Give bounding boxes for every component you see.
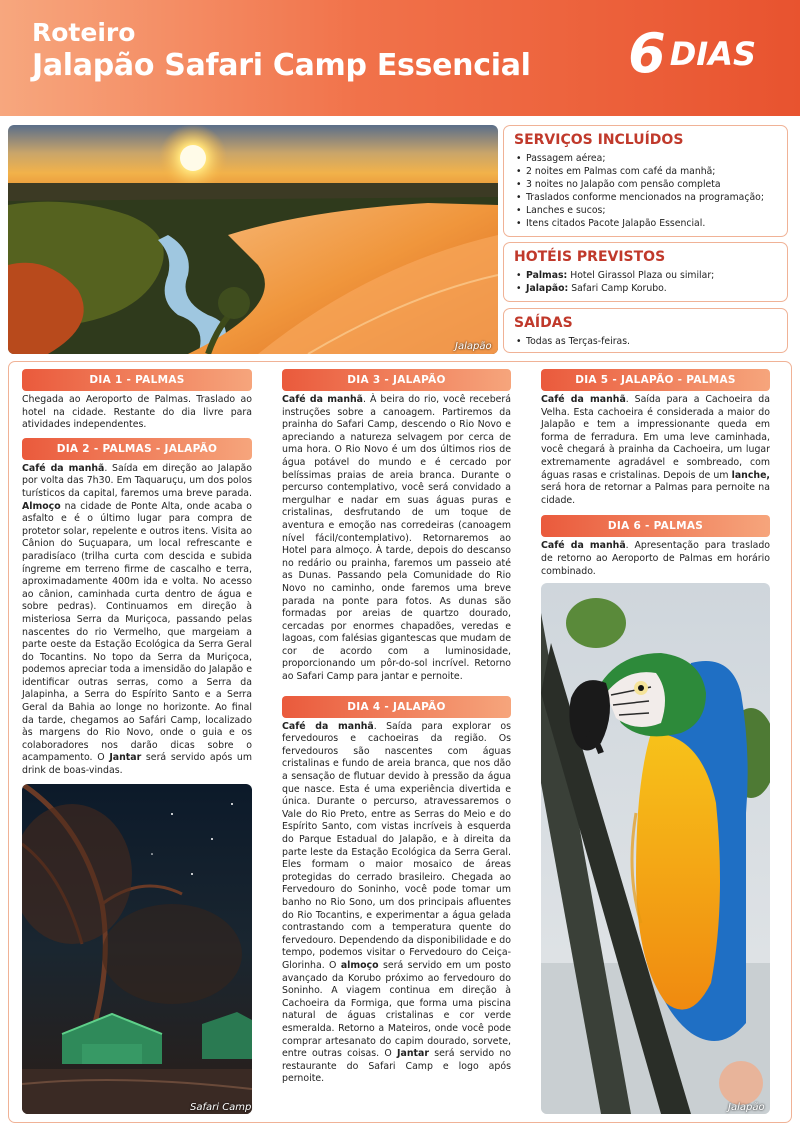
meal-label: Jantar — [109, 752, 142, 764]
day-4-text — [282, 721, 511, 1086]
day-5-text — [541, 394, 770, 507]
hotel-name: Hotel Girassol Plaza ou similar; — [570, 270, 715, 281]
hotel-item — [514, 282, 777, 295]
service-item: • Traslados conforme mencionados na programação; — [514, 191, 777, 204]
header-banner — [0, 0, 800, 116]
day-text-part: será servido após um drink de boas-vindas. — [22, 752, 252, 777]
parrot-photo-caption: Jalapão — [728, 1102, 765, 1113]
meal-label: Café da manhã — [541, 394, 626, 405]
day-text-part: será servido em um posto avançado da Korubo próximo ao fervedouro do Soninho. A viagem continua em direção à Cachoeira da Formiga, que forma uma piscina natural de águas cristalinas e cor verde esmeralda. Retorno a Mateiros, onde você pode comprar artesanato do capim dourado, sorvete, entre outras coisas. O — [282, 959, 511, 1060]
day-text-part: . Saída para a Cachoeira da Velha. Esta cachoeira é considerada a maior do Jalapão e tem a impressionante queda em forma de ferradura. Em uma leve caminhada, você chegará à prainha da Cachoeira, um lugar extremamente agradável e sombreado, com águas rasas e cristalinas. Depois de um — [541, 394, 770, 481]
departures-panel — [503, 308, 788, 353]
meal-label: almoço — [340, 959, 379, 971]
header-subtitle: Roteiro — [32, 18, 136, 47]
day-4-heading: DIA 4 - JALAPÃO — [282, 696, 511, 718]
day-1-heading: DIA 1 - PALMAS — [22, 369, 252, 391]
itinerary-column-2 — [282, 369, 511, 1086]
service-item: • 3 noites no Jalapão com pensão completa — [514, 178, 777, 191]
services-panel — [503, 125, 788, 237]
departure-item: • Todas as Terças-feiras. — [514, 335, 777, 348]
hotels-list — [514, 269, 777, 295]
day-text-part: será hora de retornar a Palmas para pernoite na cidade. — [541, 482, 770, 506]
day-text-part: . Apresentação para traslado de retorno ao Aeroporto de Palmas em horário combinado. — [541, 540, 771, 577]
hotel-city: Jalapão: — [526, 283, 569, 294]
hotels-panel — [503, 242, 788, 302]
meal-label: Café da manhã — [541, 540, 626, 552]
day-2-heading: DIA 2 - PALMAS - JALAPÃO — [22, 438, 252, 460]
duration-label: DIAS — [669, 34, 756, 73]
meal-label: Café da manhã — [282, 394, 364, 405]
day-text-part: na cidade de Ponte Alta, onde acaba o asfalto e é o último lugar para compra de protetor solar, repelente e outros itens. Visita ao Cânion do Suçuapara, um local refrescante e paradisíaco (trilha curta com descida e subida íngreme em terreno firme de cascalho e terra, aproximadamente 400m ida e volta. No acesso ao cânion, caminhada curta dentro de água e sobre pedras). Continuamos em direção à misteriosa Serra da Muriçoca, passando pelas nascentes do rio Vermelho, que margeiam a parte oeste da Estação Ecológica da Serra Geral do Tocantins. No topo da Serra da Muriçoca, podemos apreciar toda a imensidão do Jalapão e identificar outras serras, como a Serra da Jalapinha, a Serra do Espírito Santo e a Serra Geral da Bahia ao longe no horizonte. Ao final da tarde, chegamos ao Safári Camp, localizado às margens do Rio Novo, onde o guia e os colaboradores nos darão dicas sobre o acampamento. O — [22, 500, 252, 764]
macaw-photo — [541, 583, 770, 1114]
day-6-heading: DIA 6 - PALMAS — [541, 515, 770, 537]
services-heading: SERVIÇOS INCLUÍDOS — [514, 132, 684, 148]
day-text-part: . Saída para explorar os fervedouros e cachoeiras da região. Os fervedouros são nascentes com águas cristalinas e fundo de areia branca, que nos dão a sensação de flutuar devido à pressão da água que nasce. Esta é uma experiência divertida e única. Durante o percurso, atravessaremos o Vale do Rio Preto, entre as Serras do Meio e do Espírito Santo, com vistas incríveis à esquerda do Parque Estadual do Jalapão, e à direita da parte leste da Estação Ecológica da Serra Geral. Eles formam o maior mosaico de áreas protegidas do cerrado brasileiro. Chegada ao Fervedouro do Soninho, você pode tomar um banho no Rio Sono, um dos principais afluentes do Rio Tocantins, e experimentar a água gelada contrastando com a temperatura quente do fervedouro. Dependendo da disponibilidade e do tempo, podemos visitar o Fervedouro do Ceiça-Glorinha. O — [282, 720, 511, 971]
meal-label: Café da manhã — [22, 462, 105, 474]
departures-list — [514, 335, 777, 348]
duration-badge — [628, 22, 756, 85]
safari-camp-night-photo — [22, 784, 252, 1114]
itinerary-column-1 — [22, 369, 252, 778]
day-text-part: será servido no restaurante do Safari Camp e logo após pernoite. — [282, 1048, 511, 1085]
itinerary-column-3 — [541, 369, 770, 578]
day-3-heading: DIA 3 - JALAPÃO — [282, 369, 511, 391]
day-1-text: Chegada ao Aeroporto de Palmas. Traslado ao hotel na cidade. Restante do dia livre para atividades independentes. — [22, 394, 252, 431]
day-3-text — [282, 394, 511, 684]
meal-label: Almoço — [22, 500, 61, 512]
meal-label: lanche, — [731, 469, 770, 481]
meal-label: Jantar — [397, 1048, 429, 1060]
service-item: • 2 noites em Palmas com café da manhã; — [514, 165, 777, 178]
hotels-heading: HOTÉIS PREVISTOS — [514, 249, 666, 265]
departures-heading: SAÍDAS — [514, 315, 573, 331]
service-item: • Lanches e sucos; — [514, 204, 777, 217]
dunes-sunset-photo — [8, 125, 498, 354]
day-text-part: . Saída em direção ao Jalapão por volta das 7h30. Em Taquaruçu, um dos polos turísticos da capital, faremos uma breve parada. — [22, 462, 253, 499]
page-title: Jalapão Safari Camp Essencial — [32, 48, 531, 83]
day-6-text — [541, 540, 770, 578]
day-5-heading: DIA 5 - JALAPÃO - PALMAS — [541, 369, 770, 391]
service-item: • Itens citados Pacote Jalapão Essencial. — [514, 217, 777, 230]
hotel-name: Safari Camp Korubo. — [571, 283, 667, 294]
day-2-text — [22, 463, 252, 778]
camp-photo-caption: Safari Camp — [190, 1102, 252, 1113]
day-text-part: . À beira do rio, você receberá instruções sobre a canoagem. Partiremos da prainha do Safari Camp, descendo o Rio Novo e apreciando a natureza selvagem por cerca de uma hora. O Rio Novo é um dos últimos rios de água potável do mundo e é cercado por belíssimas praias de areia branca. Durante o percurso contemplativo, você será convidado a mergulhar e nadar em suas águas puras e cristalinas, desfrutando de um toque de aventura e emoção nas corredeiras (canoagem nível fácil/contemplativo). Retornaremos ao Hotel para almoço. À tarde, depois do descanso no redário ou prainha, faremos um passeio até as Dunas. Passando pela Comunidade do Rio Novo no caminho, onde faremos uma breve parada na ponte para fotos. As dunas são formadas por areias de quartzo dourado, cercadas por enormes chapadões, veredas e lagoas, com falésias gigantescas que mudam de cor de acordo com a luminosidade, proporcionando um pôr-do-sol incrível. Retorno ao Safari Camp para jantar e pernoite. — [282, 394, 512, 683]
service-item: • Passagem aérea; — [514, 152, 777, 165]
services-list — [514, 152, 777, 230]
top-photo-caption: Jalapão — [455, 341, 492, 352]
meal-label: Café da manhã — [282, 720, 374, 732]
hotel-item — [514, 269, 777, 282]
duration-number: 6 — [628, 22, 666, 85]
hotel-city: Palmas: — [526, 270, 568, 281]
